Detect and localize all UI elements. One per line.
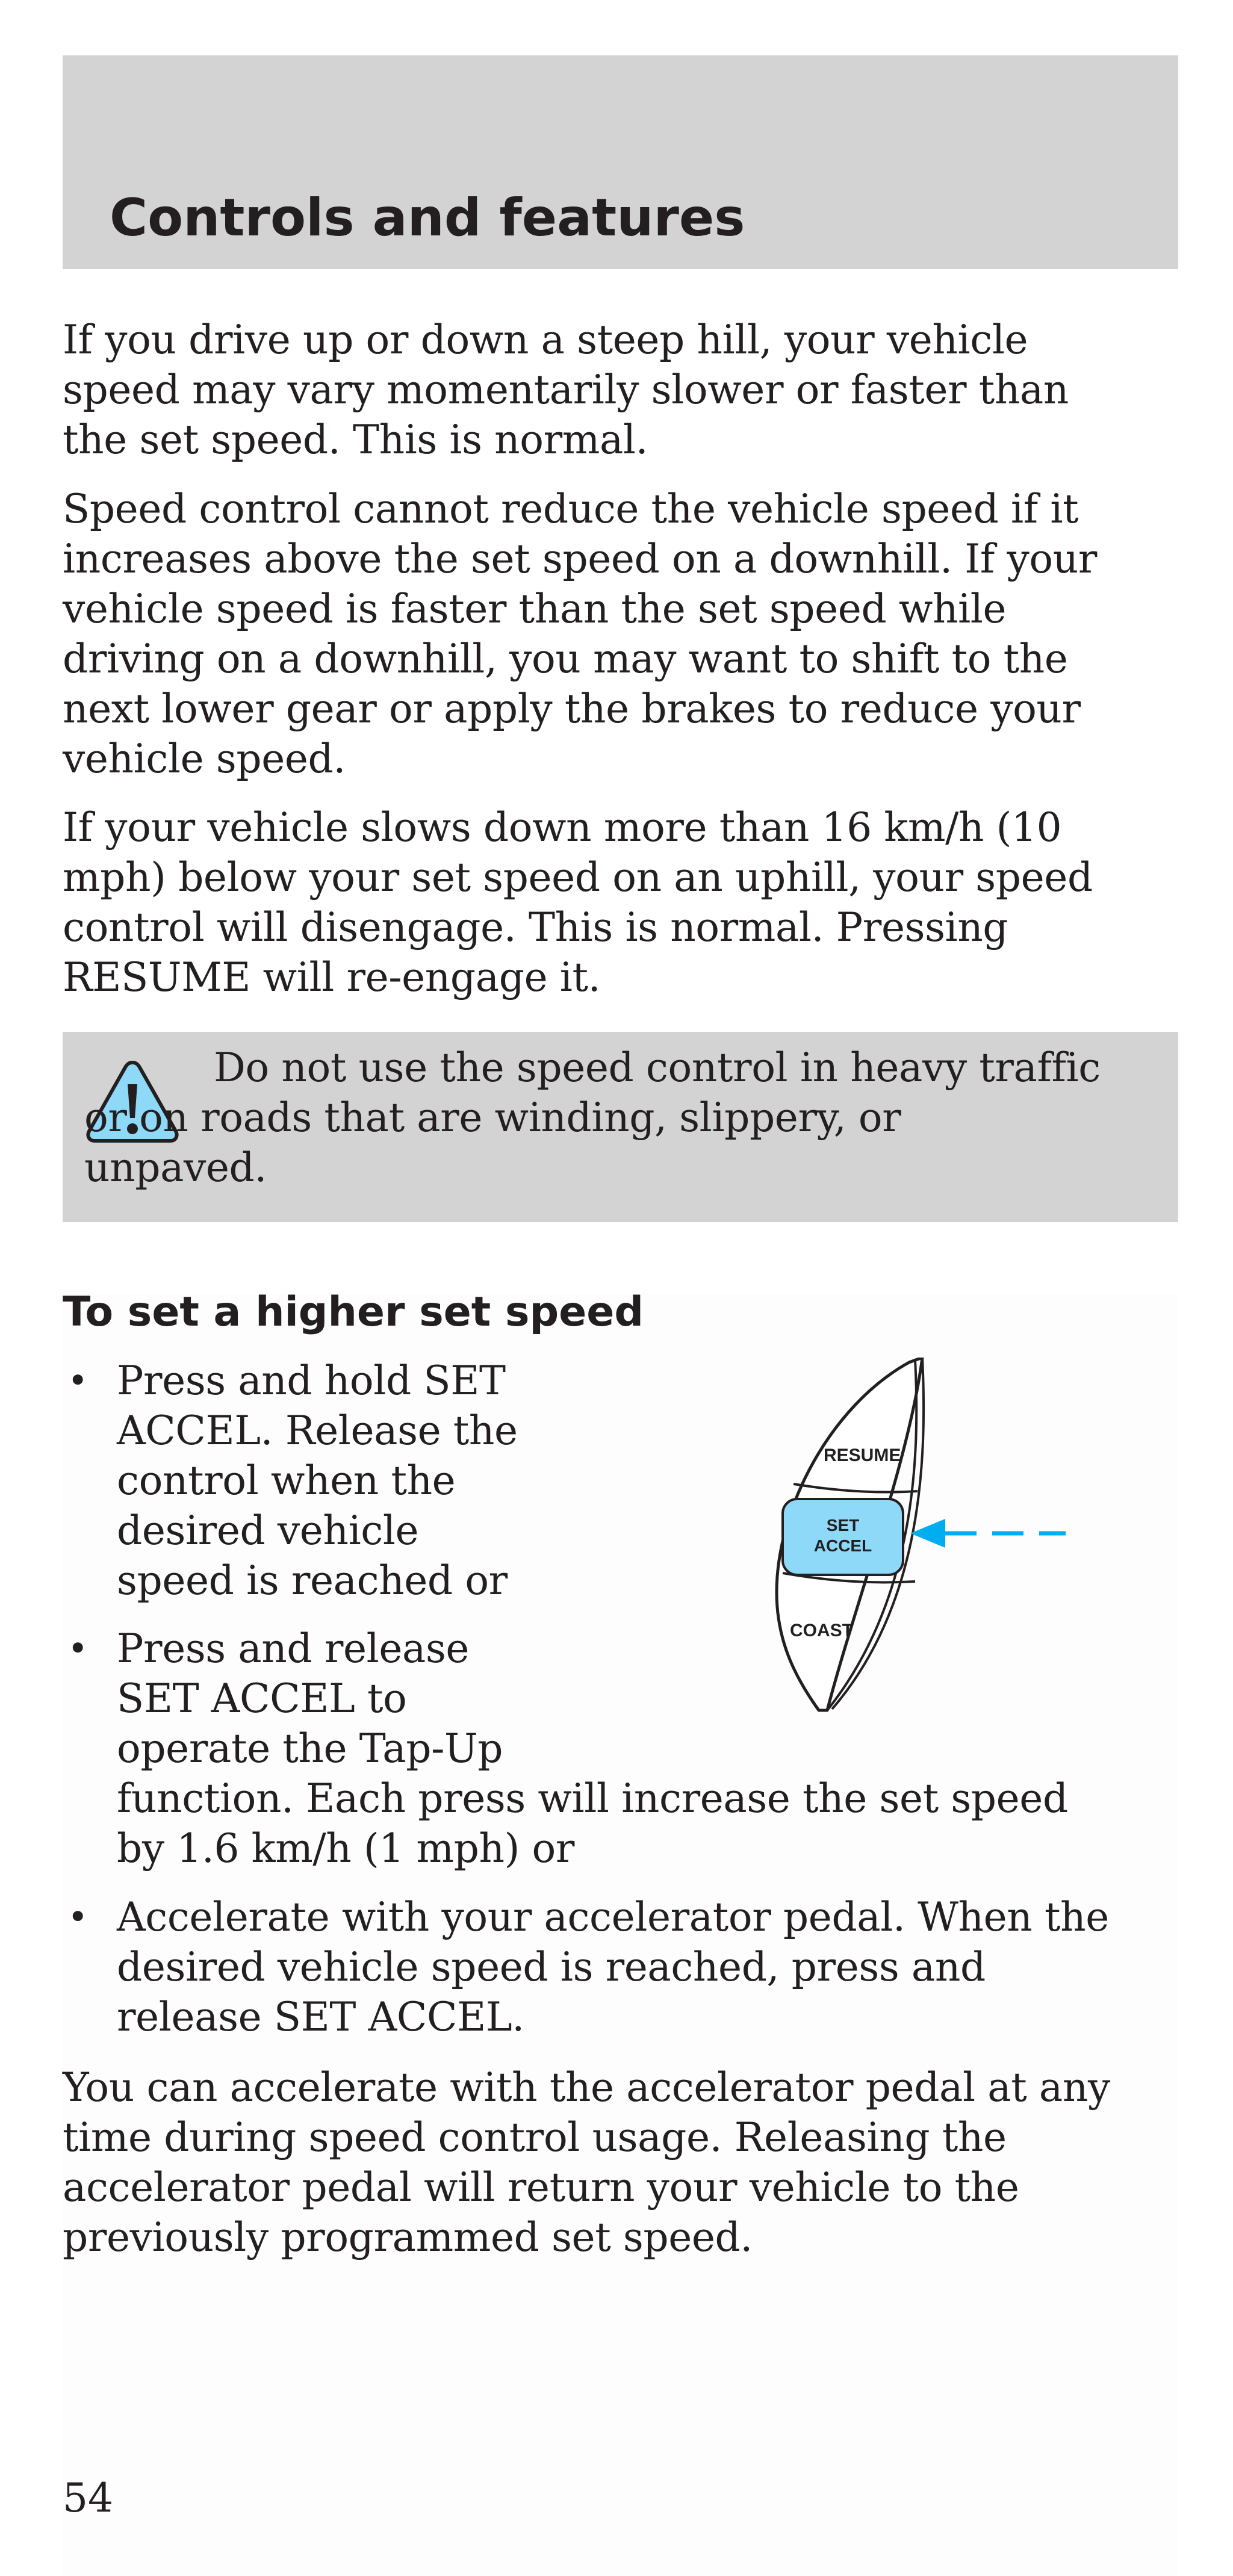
warning-box bbox=[63, 1032, 1178, 1222]
text-line: If your vehicle slows down more than 16 km/h (10 bbox=[63, 804, 1062, 851]
page-number: 54 bbox=[63, 2475, 113, 2521]
paragraph-closing bbox=[63, 2062, 1178, 2262]
paragraph-uphill bbox=[63, 802, 1178, 1002]
bullet-icon: • bbox=[67, 1628, 88, 1669]
text-line: driving on a downhill, you may want to shift to the bbox=[63, 636, 1068, 682]
resume-label: RESUME bbox=[824, 1445, 901, 1465]
text-line: vehicle speed is faster than the set speed while bbox=[63, 586, 1007, 632]
text-line: release SET ACCEL. bbox=[117, 1994, 524, 2040]
text-line: Press and hold SET bbox=[117, 1358, 506, 1404]
text-line: SET ACCEL to bbox=[117, 1675, 407, 1722]
section-heading: To set a higher set speed bbox=[63, 1288, 644, 1336]
text-line: speed is reached or bbox=[117, 1557, 508, 1604]
text-line: or on roads that are winding, slippery, or bbox=[84, 1094, 901, 1141]
speed-control-diagram bbox=[765, 1358, 1078, 1725]
paragraph-steep-hill bbox=[63, 315, 1178, 465]
text-line: Press and release bbox=[117, 1625, 470, 1672]
text-line: speed may vary momentarily slower or faster than bbox=[63, 367, 1069, 413]
page-title: Controls and features bbox=[110, 188, 745, 248]
text-line: Accelerate with your accelerator pedal. When the bbox=[117, 1894, 1109, 1940]
coast-label: COAST bbox=[790, 1621, 853, 1640]
text-line: If you drive up or down a steep hill, your vehicle bbox=[63, 317, 1028, 363]
text-line: previously programmed set speed. bbox=[63, 2214, 753, 2261]
text-line: mph) below your set speed on an uphill, your speed bbox=[63, 854, 1093, 901]
text-line: ACCEL. Release the bbox=[117, 1407, 518, 1454]
dashed-arrow-icon bbox=[910, 1519, 1066, 1548]
bullet-icon: • bbox=[67, 1896, 88, 1937]
set-label: SET bbox=[826, 1516, 860, 1535]
text-line: increases above the set speed on a downhill. If your bbox=[63, 536, 1098, 582]
text-line: accelerator pedal will return your vehicle to the bbox=[63, 2164, 1019, 2211]
text-line: desired vehicle speed is reached, press and bbox=[117, 1944, 986, 1990]
text-line: desired vehicle bbox=[117, 1507, 419, 1554]
text-line: next lower gear or apply the brakes to reduce your bbox=[63, 686, 1081, 732]
text-line: vehicle speed. bbox=[63, 736, 346, 782]
text-line: You can accelerate with the accelerator pedal at any bbox=[63, 2064, 1110, 2111]
text-line: the set speed. This is normal. bbox=[63, 417, 648, 463]
text-line: operate the Tap-Up bbox=[117, 1725, 503, 1772]
accel-label: ACCEL bbox=[813, 1536, 872, 1555]
paragraph-downhill bbox=[63, 484, 1178, 784]
text-line: time during speed control usage. Releasing the bbox=[63, 2114, 1007, 2161]
text-line: RESUME will re-engage it. bbox=[63, 954, 601, 1001]
text-line: function. Each press will increase the set speed bbox=[117, 1775, 1068, 1822]
text-line: control will disengage. This is normal. Pressing bbox=[63, 904, 1008, 951]
bullet-icon: • bbox=[67, 1360, 88, 1401]
text-line: by 1.6 km/h (1 mph) or bbox=[117, 1825, 575, 1872]
text-line: unpaved. bbox=[84, 1144, 267, 1191]
text-line: control when the bbox=[117, 1457, 456, 1504]
text-line: Speed control cannot reduce the vehicle speed if it bbox=[63, 486, 1079, 532]
text-line: Do not use the speed control in heavy traffic bbox=[214, 1044, 1101, 1091]
list-item-text bbox=[117, 1892, 1178, 2042]
page-header bbox=[63, 55, 1178, 269]
warning-text bbox=[84, 1043, 1162, 1193]
